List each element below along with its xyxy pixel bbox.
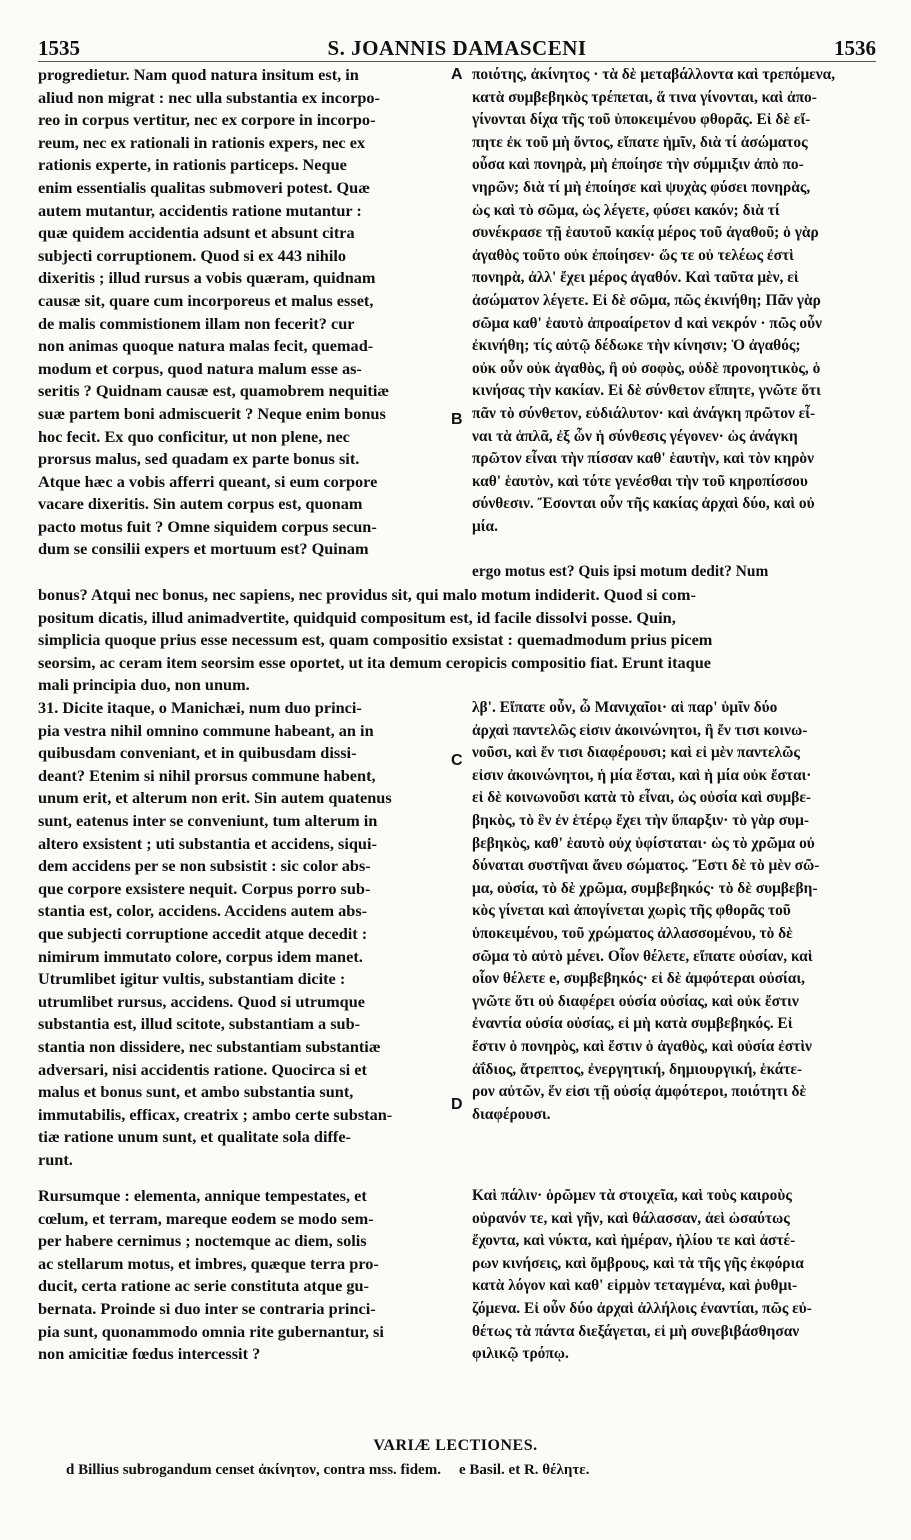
margin-letter-a: A	[451, 66, 463, 83]
text-line: μα, οὐσία, τὸ δὲ χρῶμα, συμβεβηκός· τὸ δὲ συμβεβη-	[472, 879, 818, 897]
text-line: mali principia duo, non unum.	[38, 675, 250, 695]
text-line: quæ quidem accidentia adsunt et absunt citra	[38, 223, 355, 243]
text-line: πονηρὰ, ἀλλ' ἔχει μέρος ἀγαθόν. Καὶ ταῦτα μὲν, εἰ	[472, 269, 799, 287]
text-line: dum se consilii expers et mortuum est? Quinam	[38, 539, 369, 559]
latin-full-width	[38, 584, 876, 697]
latin-column-3	[38, 1185, 456, 1366]
text-line: ἐκινήθη; τίς αὐτῷ δέδωκε τὴν κίνησιν; Ὁ ἀγαθός;	[472, 337, 801, 355]
text-line: γνῶτε ὅτι οὐ διαφέρει οὐσία οὐσίας, καὶ οὐκ ἔστιν	[472, 992, 799, 1010]
text-line: stantia non dissidere, nec substantiam substantiæ	[38, 1036, 381, 1056]
text-line: βηκὸς, τὸ ἓν ἐν ἑτέρῳ ἔχει τὴν ὕπαρξιν· τὸ γὰρ συμ-	[472, 811, 809, 829]
text-line: νηρῶν; διὰ τί μὴ ἐποίησε καὶ ψυχὰς φύσει πονηρὰς,	[472, 178, 811, 196]
text-line: ἔστιν ὁ πονηρὸς, καὶ ἔστιν ὁ ἀγαθὸς, καὶ οὐσία ἐστὶν	[472, 1037, 812, 1055]
text-line: nimirum immutato colore, corpus idem manet.	[38, 946, 363, 966]
text-line: unum erit, et alterum non erit. Sin autem quatenus	[38, 788, 392, 808]
text-line: vacare dixeritis. Sin autem corpus est, quonam	[38, 494, 363, 514]
text-line: ἀΐδιος, ἄτρεπτος, ἐνεργητική, δημιουργική, ἑκάτε-	[472, 1060, 803, 1078]
text-line: enim essentialis qualitas submoveri potest. Quæ	[38, 177, 370, 197]
text-line: substantia est, illud scitote, substantiam a sub-	[38, 1014, 361, 1034]
text-line: ναι τὰ ἁπλᾶ, ἐξ ὧν ἡ σύνθεσις γέγονεν· ὡς ἀνάγκη	[472, 427, 798, 445]
text-line: suæ partem boni admiscuerit ? Neque enim bonus	[38, 403, 386, 423]
text-line: altero exsistent ; uti substantia et accidens, siqui-	[38, 833, 377, 853]
text-line: dem accidens per se non subsistit : sic color abs-	[38, 856, 371, 876]
text-line: εἰ δὲ κοινωνοῦσι κατὰ τὸ εἶναι, ὡς οὐσία καὶ συμβε-	[472, 789, 812, 807]
continued-latin-line: ergo motus est? Quis ipsi motum dedit? Num	[472, 563, 769, 580]
text-line: σύνθεσιν. Ἔσονται οὖν τῆς κακίας ἀρχαὶ δύο, καὶ οὐ	[472, 495, 815, 513]
text-line: simplicia quoque prius esse necessum est, quam compositio exsistat : quemadmodum prius picem	[38, 630, 713, 650]
running-title: S. JOANNIS DAMASCENI	[327, 36, 587, 60]
text-line: Utrumlibet igitur vultis, substantiam dicite :	[38, 969, 346, 989]
greek-column-3	[472, 1185, 876, 1366]
greek-column-2	[472, 697, 876, 1126]
text-line: ἀσώματον λέγετε. Εἰ δὲ σῶμα, πῶς ἐκινήθη; Πᾶν γὰρ	[472, 291, 821, 309]
text-line: καθ' ἑαυτὸν, καὶ τότε γενέσθαι τὴν τοῦ κηροπίσσου	[472, 472, 808, 490]
text-line: κινήσας τὴν κακίαν. Εἰ δὲ σύνθετον εἴπητε, γνῶτε ὅτι	[472, 382, 821, 400]
text-line: οὖσα καὶ πονηρὰ, μὴ ἐποίησε τὴν σύμμιξιν ἀπὸ πο-	[472, 156, 804, 174]
text-line: causæ sit, quare cum incorporeus et malus esset,	[38, 290, 374, 310]
text-line: malus et bonus sunt, et ambo substantia sunt,	[38, 1082, 354, 1102]
text-line: πᾶν τὸ σύνθετον, εὐδιάλυτον· καὶ ἀνάγκη πρῶτον εἶ-	[472, 404, 816, 422]
text-line: βεβηκὸς, καθ' ἑαυτὸ οὐχ ὑφίσταται· ὡς τὸ χρῶμα οὐ	[472, 834, 815, 852]
text-line: πρῶτον εἶναι τὴν πίσσαν καθ' ἑαυτὴν, καὶ τὸν κηρὸν	[472, 450, 815, 468]
text-line: συνέκρασε τῇ ἑαυτοῦ κακίᾳ μέρος τοῦ ἀγαθοῦ; ὁ γὰρ	[472, 224, 819, 242]
text-line: Καὶ πάλιν· ὁρῶμεν τὰ στοιχεῖα, καὶ τοὺς καιροὺς	[472, 1187, 792, 1204]
text-line: hoc fecit. Ex quo conficitur, ut non plene, nec	[38, 426, 350, 446]
text-line: bernata. Proinde si duo inter se contraria princi-	[38, 1298, 376, 1318]
header-rule	[38, 61, 876, 62]
text-line: immutabilis, efficax, creatrix ; ambo certe substan-	[38, 1104, 393, 1124]
text-line: γίνονται δίχα τῆς τοῦ ὑποκειμένου φθορᾶς. Εἰ δὲ εἴ-	[472, 111, 811, 129]
text-line: per habere cernimus ; noctemque ac diem, solis	[38, 1231, 367, 1251]
text-line: ρων κινήσεις, καὶ ὄμβρους, καὶ τὰ τῆς γῆς ἐκφόρια	[472, 1254, 804, 1272]
text-line: progredietur. Nam quod natura insitum est, in	[38, 65, 359, 84]
text-line: ducit, certa ratione ac serie constituta atque gu-	[38, 1276, 369, 1296]
text-line: reo in corpus vertitur, nec ex corpore in incorpo-	[38, 110, 376, 130]
greek-column-1	[472, 64, 876, 538]
text-line: Atque hæc a vobis afferri queant, si eum corpore	[38, 471, 378, 491]
text-line: κατὰ συμβεβηκὸς τρέπεται, ἅ τινα γίνονται, καὶ ἀπο-	[472, 88, 817, 106]
text-line: οὐρανόν τε, καὶ γῆν, καὶ θάλασσαν, ἀεὶ ὡσαύτως	[472, 1209, 790, 1227]
text-line: sunt, eatenus inter se conveniunt, tum alterum in	[38, 810, 378, 830]
text-line: bonus? Atqui nec bonus, nec sapiens, nec providus sit, qui malo motum indiderit. Quod si com-	[38, 585, 696, 604]
text-line: dixeritis ; illud rursus a vobis quæram, quidnam	[38, 268, 376, 288]
text-line: ρον αὐτῶν, ἕν εἰσι τῇ οὐσίᾳ ἀμφότεροι, ποιότητι δὲ	[472, 1083, 807, 1101]
text-line: θέτως τὰ πάντα διεξάγεται, εἰ μὴ συνεβιβάσθησαν	[472, 1322, 800, 1340]
text-line: σῶμα καθ' ἑαυτὸ ἀπροαίρετον d καὶ νεκρόν · πῶς οὖν	[472, 314, 822, 332]
margin-letter-c: C	[451, 752, 463, 769]
text-line: stantia est, color, accidens. Accidens autem abs-	[38, 901, 368, 921]
text-line: pia vestra nihil omnino commune habeant, an in	[38, 720, 374, 740]
text-line: φιλικῷ τρόπῳ.	[472, 1345, 569, 1363]
text-line: 31. Dicite itaque, o Manichæi, num duo princi-	[38, 698, 362, 717]
text-line: non amicitiæ fœdus intercessit ?	[38, 1344, 261, 1364]
text-line: pacto motus fuit ? Omne siquidem corpus secun-	[38, 516, 377, 536]
variae-lectiones-title: VARIÆ LECTIONES.	[373, 1437, 538, 1454]
text-line: ζόμενα. Εἰ οὖν δύο ἀρχαὶ ἀλλήλοις ἐναντίαι, πῶς εὐ-	[472, 1299, 812, 1317]
text-line: aliud non migrat : nec ulla substantia ex incorpo-	[38, 87, 380, 107]
text-line: δύναται συστῆναι ἄνευ σώματος. Ἔστι δὲ τὸ μὲν σῶ-	[472, 857, 820, 875]
text-line: utrumlibet rursus, accidens. Quod si utrumque	[38, 991, 366, 1011]
text-line: que corpore exsistere nequit. Corpus porro sub-	[38, 878, 371, 898]
footnote-e: e Basil. et R. θέλητε.	[458, 1462, 590, 1478]
text-line: ποιότης, ἀκίνητος · τὰ δὲ μεταβάλλοντα καὶ τρεπόμενα,	[472, 66, 836, 83]
text-line: seorsim, ac ceram item seorsim esse oportet, ut ita demum ceropicis compositio fiat. Erunt itaque	[38, 652, 711, 672]
text-line: deant? Etenim si nihil prorsus commune habent,	[38, 765, 376, 785]
text-line: quibusdam conveniant, et in quibusdam dissi-	[38, 743, 357, 763]
footnote-d: d Billius subrogandum censet ἀκίνητον, contra mss. fidem.	[66, 1462, 441, 1478]
text-line: ἀρχαὶ παντελῶς εἰσιν ἀκοινώνητοι, ἢ ἔν τισι κοινω-	[472, 721, 808, 739]
text-line: tiæ ratione unum sunt, et qualitate sola diffe-	[38, 1127, 351, 1147]
text-line: λβ'. Εἴπατε οὖν, ὦ Μανιχαῖοι· αἱ παρ' ὑμῖν δύο	[472, 699, 778, 716]
text-line: autem mutantur, accidentis ratione mutantur :	[38, 200, 362, 220]
text-line: seritis ? Quidnam causæ est, quamobrem nequitiæ	[38, 381, 390, 401]
text-line: ἀγαθὸς τοῦτο οὐκ ἐποίησεν· ὥς τε οὐ τελέως ἐστὶ	[472, 246, 794, 264]
greek-column-1-tail	[472, 561, 876, 584]
text-line: εἰσιν ἀκοινώνητοι, ἡ μία ἔσται, καὶ ἡ μία οὐκ ἔσται·	[472, 766, 812, 784]
text-line: ὡς καὶ τὸ σῶμα, ὡς λέγετε, φύσει κακόν; διὰ τί	[472, 201, 780, 219]
text-line: ἔχοντα, καὶ νύκτα, καὶ ἡμέραν, ἡλίου τε καὶ ἀστέ-	[472, 1232, 796, 1250]
margin-letter-b: B	[451, 411, 463, 428]
text-line: οἷον θέλετε e, συμβεβηκός· εἰ δὲ ἀμφότεραι οὐσίαι,	[472, 970, 805, 988]
text-line: que subjecti corruptione accedit atque decedit :	[38, 923, 368, 943]
text-line: σῶμα τὸ αὐτὸ μένει. Οἷον θέλετε, εἴπατε οὐσίαν, καὶ	[472, 947, 813, 965]
text-line: κὸς γίνεται καὶ ἀπογίνεται χωρὶς τῆς φθορᾶς τοῦ	[472, 902, 791, 920]
text-line: reum, nec ex rationali in rationis expers, nec ex	[38, 132, 366, 152]
latin-column-1	[38, 64, 456, 561]
text-line: ὑποκειμένου, τοῦ χρώματος ἀλλασσομένου, τὸ δὲ	[472, 924, 793, 942]
text-line: κατὰ λόγον καὶ καθ' εἱρμὸν τεταγμένα, καὶ ῥυθμι-	[472, 1277, 798, 1295]
text-line: πητε ἐκ τοῦ μὴ ὄντος, εἴπατε ἡμῖν, διὰ τί ἀσώματος	[472, 133, 808, 151]
text-line: cœlum, et terram, mareque eodem se modo sem-	[38, 1208, 374, 1228]
text-line: ac stellarum motus, et imbres, quæque terra pro-	[38, 1253, 379, 1273]
variae-lectiones-notes	[66, 1462, 589, 1479]
text-line: νοῦσι, καὶ ἔν τισι διαφέρουσι; καὶ εἰ μὲν παντελῶς	[472, 744, 800, 762]
text-line: διαφέρουσι.	[472, 1105, 551, 1123]
text-line: de malis commistionem illam non fecerit? cur	[38, 313, 355, 333]
latin-column-2	[38, 697, 456, 1171]
text-line: rationis experte, in rationis particeps. Neque	[38, 155, 347, 175]
text-line: Rursumque : elementa, annique tempestates, et	[38, 1186, 367, 1205]
text-line: subjecti corruptionem. Quod si ex 443 nihilo	[38, 245, 347, 265]
text-line: modum et corpus, quod natura malum esse as-	[38, 358, 362, 378]
text-line: οὐκ οὖν οὐκ ἀγαθὸς, ἢ οὐ σοφὸς, οὐδὲ προνοητικὸς, ὁ	[472, 359, 821, 377]
page-number-right: 1536	[834, 36, 876, 60]
text-line: positum dicatis, illud animadvertite, quidquid compositum est, id facile dissolvi posse. Quin,	[38, 607, 676, 627]
text-line: adversari, nisi accidentis ratione. Quocirca si et	[38, 1059, 367, 1079]
text-line: non animas quoque natura malas fecit, quemad-	[38, 336, 374, 356]
page-number-left: 1535	[38, 36, 80, 60]
text-line: ἐναντία οὐσία οὐσίας, εἰ μὴ κατὰ συμβεβηκός. Εἰ	[472, 1015, 793, 1033]
text-line: runt.	[38, 1149, 73, 1169]
margin-letter-d: D	[451, 1096, 463, 1113]
text-line: μία.	[472, 517, 498, 535]
text-line: pia sunt, quonammodo omnia rite gubernantur, si	[38, 1321, 384, 1341]
text-line: prorsus malus, sed quadam ex parte bonus sit.	[38, 449, 360, 469]
